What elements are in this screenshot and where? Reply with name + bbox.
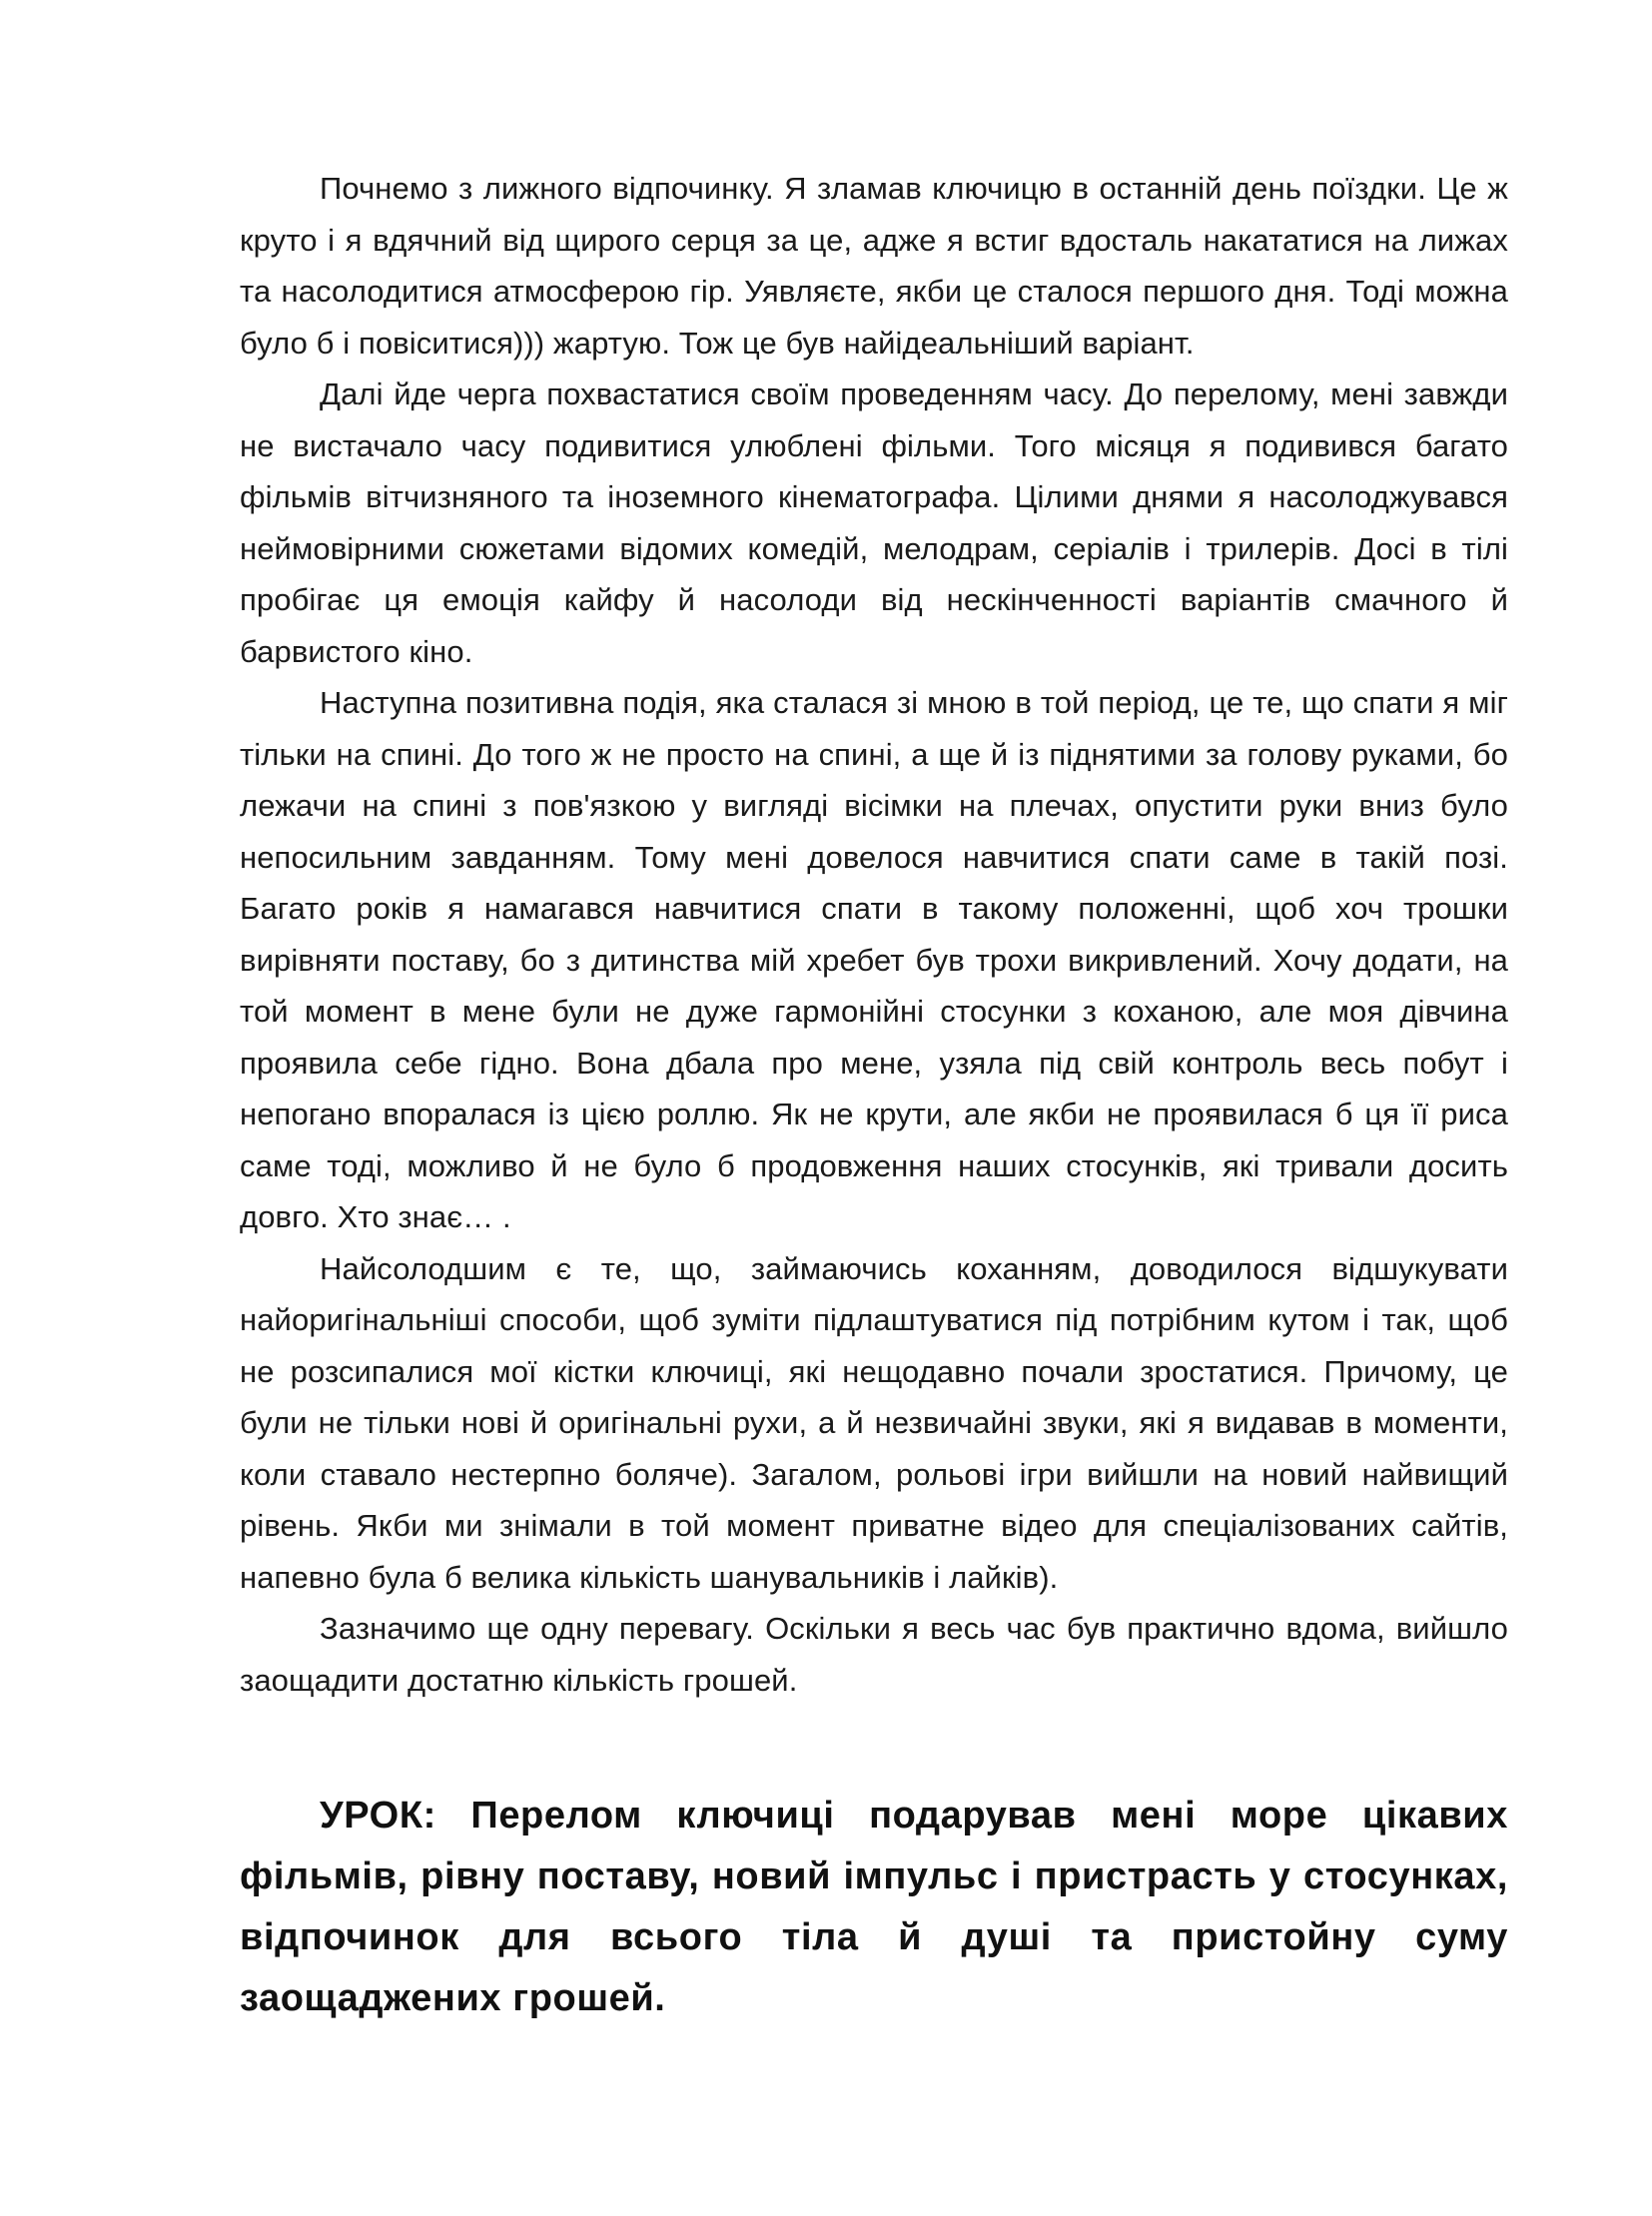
paragraph-movies: Далі йде черга похвастатися своїм проведенням часу. До перелому, мені завжди не вистачало часу подивитися улюблені фільми. Того місяця я подивився багато фільмів вітчизняного та іноземного кінематографа. Цілими днями я насолоджувався неймовірними сюжетами відомих комедій, мелодрам, серіалів і трилерів. Досі в тілі пробігає ця емоція кайфу й насолоди від нескінченності варіантів смачного й барвистого кіно.	[240, 376, 1508, 669]
paragraph-sleeping: Наступна позитивна подія, яка сталася зі мною в той період, це те, що спати я міг тільки на спині. До того ж не просто на спині, а ще й із піднятими за голову руками, бо лежачи на спині з пов'язкою у вигляді вісімки на плечах, опустити руки вниз було непосильним завданням. Тому мені довелося навчитися спати саме в такій позі. Багато років я намагався навчитися спати в такому положенні, щоб хоч трошки вирівняти поставу, бо з дитинства мій хребет був трохи викривлений. Хочу додати, на той момент в мене були не дуже гармонійні стосунки з коханою, але моя дівчина проявила себе гідно. Вона дбала про мене, узяла під свій контроль весь побут і непогано впоралася із цією роллю. Як не крути, але якби не проявилася б ця її риса саме тоді, можливо й не було б продовження наших стосунків, які тривали досить довго. Хто знає… .	[240, 685, 1508, 1234]
paragraph-skiing: Почнемо з лижного відпочинку. Я зламав ключицю в останній день поїздки. Це ж круто і я вдячний від щирого серця за це, адже я встиг вдосталь накататися на лижах та насолодитися атмосферою гір. Уявляєте, якби це сталося першого дня. Тоді можна було б і повіситися))) жартую. Тож це був найідеальніший варіант.	[240, 171, 1508, 361]
lesson-summary: УРОК: Перелом ключиці подарував мені море цікавих фільмів, рівну поставу, новий імпульс і пристрасть у стосунках, відпочинок для всього тіла й душі та пристойну суму заощаджених грошей.	[240, 1795, 1508, 2019]
paragraph-romance: Найсолодшим є те, що, займаючись коханням, доводилося відшукувати найоригінальніші способи, щоб зуміти підлаштуватися під потрібним кутом і так, щоб не розсипалися мої кістки ключиці, які нещодавно почали зростатися. Причому, це були не тільки нові й оригінальні рухи, а й незвичайні звуки, які я видавав в моменти, коли ставало нестерпно боляче). Загалом, рольові ігри вийшли на новий найвищий рівень. Якби ми знімали в той момент приватне відео для спеціалізованих сайтів, напевно була б велика кількість шанувальників і лайків).	[240, 1250, 1508, 1595]
paragraph-savings: Зазначимо ще одну перевагу. Оскільки я весь час був практично вдома, вийшло заощадити достатню кількість грошей.	[240, 1611, 1508, 1698]
document-body	[240, 163, 1508, 2029]
